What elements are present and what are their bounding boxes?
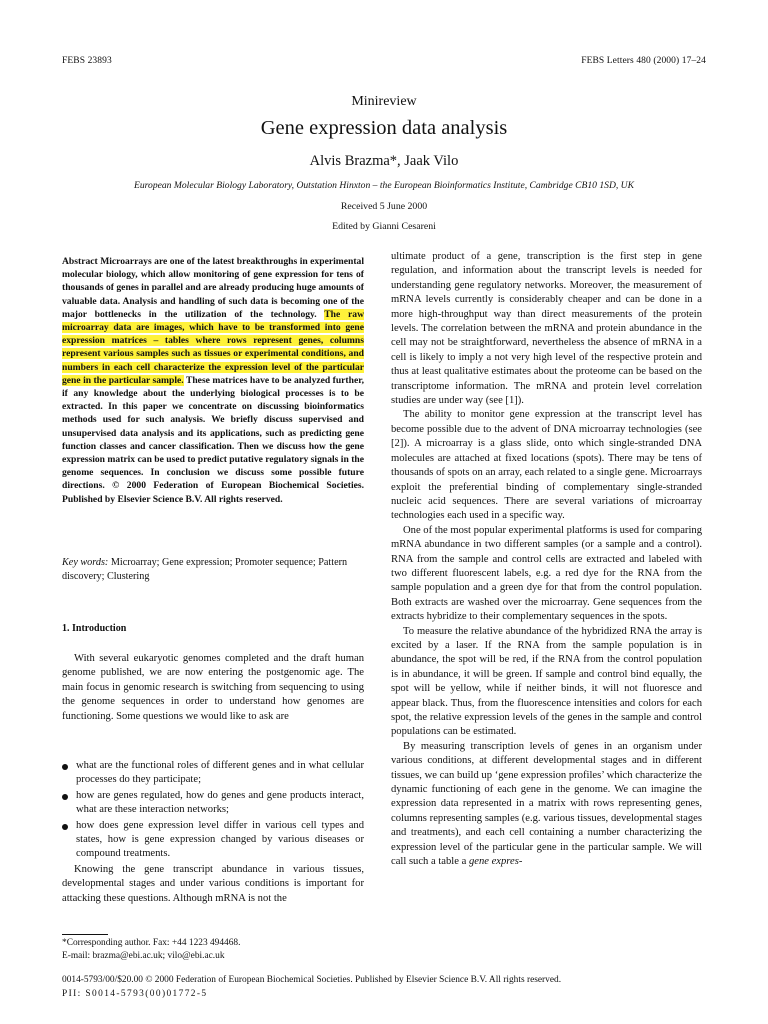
keywords-text: Microarray; Gene expression; Promoter sequence; Pattern discovery; Clustering [62, 557, 348, 583]
right-p3: One of the most popular experimental platforms is used for comparing mRNA abundance in two different samples (or a sample and a control). RNA from the sample and control cells are extracted and labeled with two different fluorescent labels, e.g. a red dye for the RNA from the sample population and a green dye for that from the control population. Both extracts are washed over the microarray. Gene sequences from the extracts hybridize to their complementary sequences in the spots. [391, 524, 702, 623]
right-p2: The ability to monitor gene expression at the transcript level has become possible due to the advent of DNA microarray technologies (see [2]). A microarray is a glass slide, onto which single-stranded DNA molecules are attached at fixed locations (spots). There may be tens of thousands of spots on an array, each related to a single gene. Microarrays exploit the preferential binding of complementary single-stranded nucleic acid sequences. There are several variations of microarray technologies each used in a specific way. [391, 409, 702, 522]
right-p4: To measure the relative abundance of the hybridized RNA the array is excited by a laser. If the RNA from the sample population is in abundance, the spot will be red, if the RNA from the control population is in abundance, it will be green. If sample and control bind equally, the spot will be yellow, while if neither binds, it will not fluoresce and appear black. Thus, from the fluorescence intensities and colors for each spot, the relative expression levels of the genes in the sample and control populations can be estimated. [391, 625, 702, 738]
bullet-item [62, 759, 364, 788]
bullet-dot-icon [62, 794, 68, 800]
right-p5 [391, 740, 702, 870]
footer-pii: PII: S0014-5793(00)01772-5 [62, 989, 208, 999]
footnote-divider [62, 934, 108, 935]
intro-p2: Knowing the gene transcript abundance in various tissues, developmental stages and under various conditions is important for attacking these questions. Although mRNA is not the [62, 864, 364, 904]
running-header-right: FEBS Letters 480 (2000) 17–24 [581, 56, 706, 66]
abstract-text-after: These matrices have to be analyzed further, if any knowledge about the underlying biological processes is to be extracted. In this paper we concentrate on discussing bioinformatics methods used for such analysis. We briefly discuss supervised and unsupervised data analysis and its applications, such as predicting gene function classes and cancer classification. Then we discuss how the gene expression matrix can be used to predict putative regulatory signals in the genome sequences. In conclusion we discuss some possible future directions. © 2000 Federation of European Biochemical Societies. Published by Elsevier Science B.V. All rights reserved. [62, 374, 364, 505]
article-title: Gene expression data analysis [260, 117, 508, 139]
right-column [391, 250, 702, 869]
bullet-dot-icon [62, 764, 68, 770]
footer-copyright: 0014-5793/00/$20.00 © 2000 Federation of European Biochemical Societies. Published by Elsevier Science B.V. All rights reserved. [62, 975, 562, 985]
intro-paragraph-2 [62, 863, 364, 906]
keywords-label: Key words: [62, 557, 109, 568]
article-authors: Alvis Brazma*, Jaak Vilo [309, 153, 459, 169]
edited-by: Edited by Gianni Cesareni [332, 221, 436, 232]
running-header-left: FEBS 23893 [62, 56, 112, 66]
right-p5-text: By measuring transcription levels of genes in an organism under various conditions, at different developmental stages and in different tissues, we can build up ‘gene expression profiles’ which characterize the dynamic functioning of each gene in the genome. We can imagine the expression data represented in a matrix with rows representing genes, columns representing samples (e.g. various tissues, developmental stages and treatments), and each cell containing a number characterizing the expression level of the particular gene in the particular sample. We will call such a table a [391, 740, 702, 868]
footnote [62, 937, 364, 962]
bullet-text: how does gene expression level differ in various cell types and states, how is gene expression changed by various diseases or compound treatments. [76, 819, 364, 860]
bullet-text: what are the functional roles of different genes and in what cellular processes do they participate; [76, 760, 364, 786]
abstract-text-before: Abstract Microarrays are one of the latest breakthroughs in experimental molecular biology, which allow monitoring of gene expression for tens of thousands of genes in parallel and are already producing huge amounts of valuable data. Analysis and handling of such data is becoming one of the major bottlenecks in the utilization of the technology. [62, 256, 364, 320]
abstract-highlighted-text: The raw microarray data are images, which have to be transformed into gene expression matrices – tables where rows represent genes, columns represent various samples such as tissues or experimental conditions, and numbers in each cell characterize the expression level of the particular gene in the particular sample. [62, 308, 365, 386]
keywords [62, 556, 364, 584]
section-heading-introduction: 1. Introduction [62, 623, 127, 634]
article-affiliation: European Molecular Biology Laboratory, Outstation Hinxton – the European Bioinformatics Institute, Cambridge CB10 1SD, UK [134, 180, 634, 191]
bullet-item [62, 789, 364, 818]
right-p5-italic: gene expres- [468, 856, 523, 868]
bullet-item [62, 819, 364, 862]
question-bullet-list [62, 759, 364, 863]
footnote-author: *Corresponding author. Fax: +44 1223 494468. [62, 938, 241, 948]
article-category: Minireview [351, 94, 417, 109]
right-p1: ultimate product of a gene, transcription is the first step in gene regulation, and information about the transcript levels is needed for understanding gene regulatory networks. Moreover, the measurement of mRNA levels currently is considerably cheaper and can be done in a more high-throughput way than direct measurements of the protein levels. The correlation between the mRNA and protein abundance in the cell may not be straightforward, nevertheless the absence of mRNA in a cell is likely to imply a not very high level of the respective protein and thus at least qualitative estimates about the proteome can be based on the transcriptome information. The mRNA and protein level correlation studies are under way (see [1]). [391, 251, 702, 407]
intro-p1: With several eukaryotic genomes completed and the draft human genome published, we are now entering the postgenomic age. The main focus in genomic research is switching from sequencing to using the genome sequences in order to understand how genomes are functioning. Some questions we would like to ask are [62, 653, 364, 722]
page-footer [62, 973, 712, 1001]
footnote-email: E-mail: brazma@ebi.ac.uk; vilo@ebi.ac.uk [62, 950, 225, 961]
received-date: Received 5 June 2000 [340, 201, 428, 212]
intro-paragraph-1 [62, 652, 364, 724]
bullet-dot-icon [62, 824, 68, 830]
bullet-text: how are genes regulated, how do genes and gene products interact, what are these interaction networks; [76, 789, 364, 816]
abstract [62, 255, 364, 506]
